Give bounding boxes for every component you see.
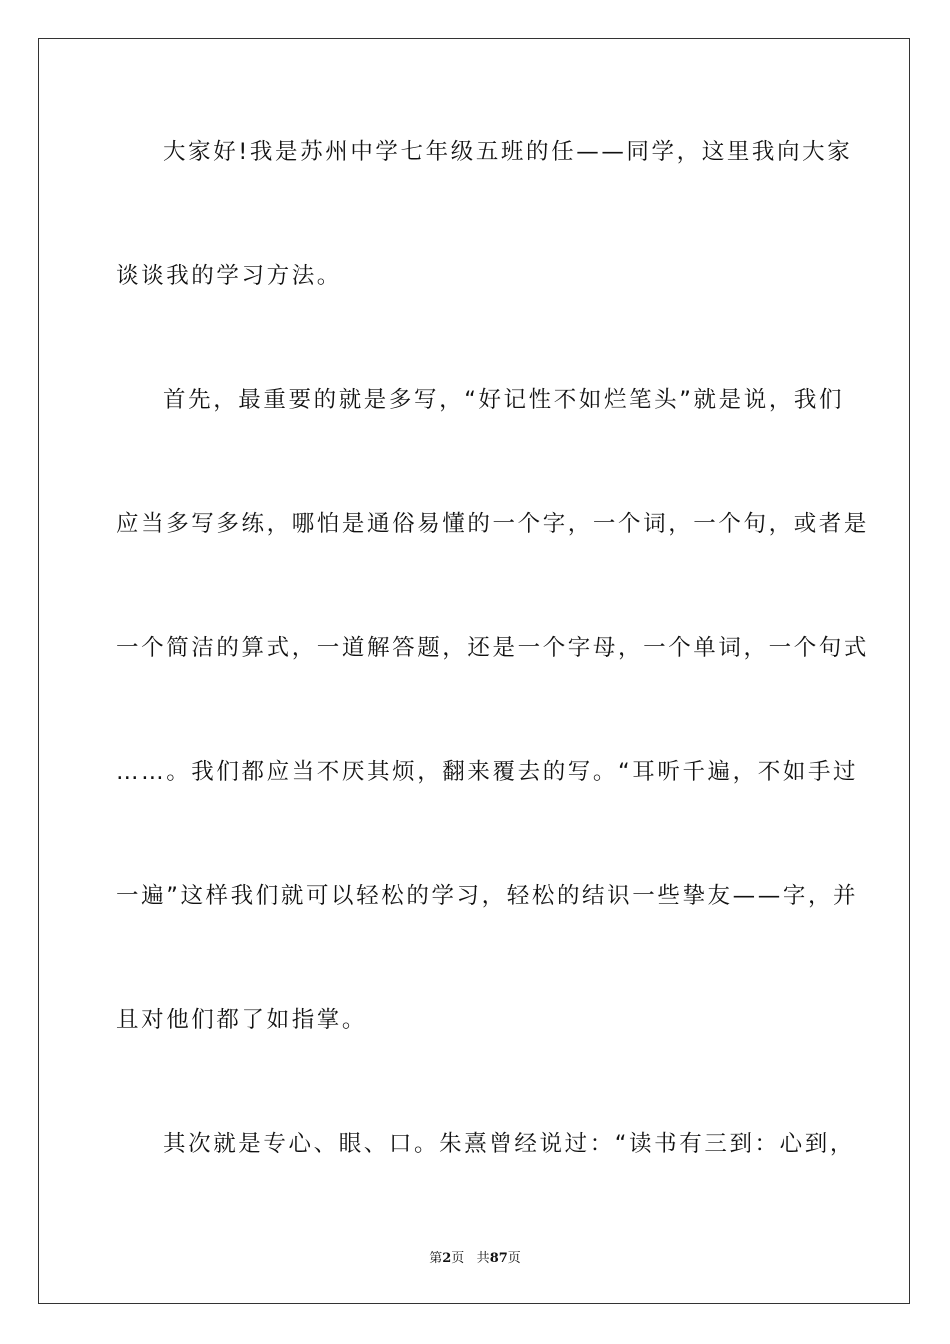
paragraph-2-line-2: 应当多写多练，哪怕是通俗易懂的一个字，一个词，一个句，或者是 xyxy=(116,511,870,537)
total-prefix: 共 xyxy=(476,1251,490,1266)
paragraph-2-line-6: 且对他们都了如指掌。 xyxy=(116,1007,368,1033)
paragraph-2-line-3: 一个简洁的算式，一道解答题，还是一个字母，一个单词，一个句式 xyxy=(116,635,870,661)
paragraph-1-line-1: 大家好!我是苏州中学七年级五班的任——同学，这里我向大家 xyxy=(163,139,853,165)
page-number: 2 xyxy=(442,1251,452,1266)
page-suffix: 页 xyxy=(451,1251,465,1266)
paragraph-2-line-1: 首先，最重要的就是多写，“好记性不如烂笔头”就是说，我们 xyxy=(163,387,845,413)
total-suffix: 页 xyxy=(507,1251,521,1266)
paragraph-2-line-5: 一遍”这样我们就可以轻松的学习，轻松的结识一些挚友——字，并 xyxy=(116,883,859,909)
paragraph-3-line-1: 其次就是专心、眼、口。朱熹曾经说过：“读书有三到：心到， xyxy=(163,1131,855,1157)
paragraph-1-line-2: 谈谈我的学习方法。 xyxy=(116,263,342,289)
page-footer xyxy=(0,1247,950,1266)
page-frame xyxy=(38,38,910,1304)
paragraph-2-line-4: ……。我们都应当不厌其烦，翻来覆去的写。“耳听千遍，不如手过 xyxy=(116,759,859,785)
page-prefix: 第 xyxy=(429,1251,443,1266)
total-pages: 87 xyxy=(489,1251,508,1266)
